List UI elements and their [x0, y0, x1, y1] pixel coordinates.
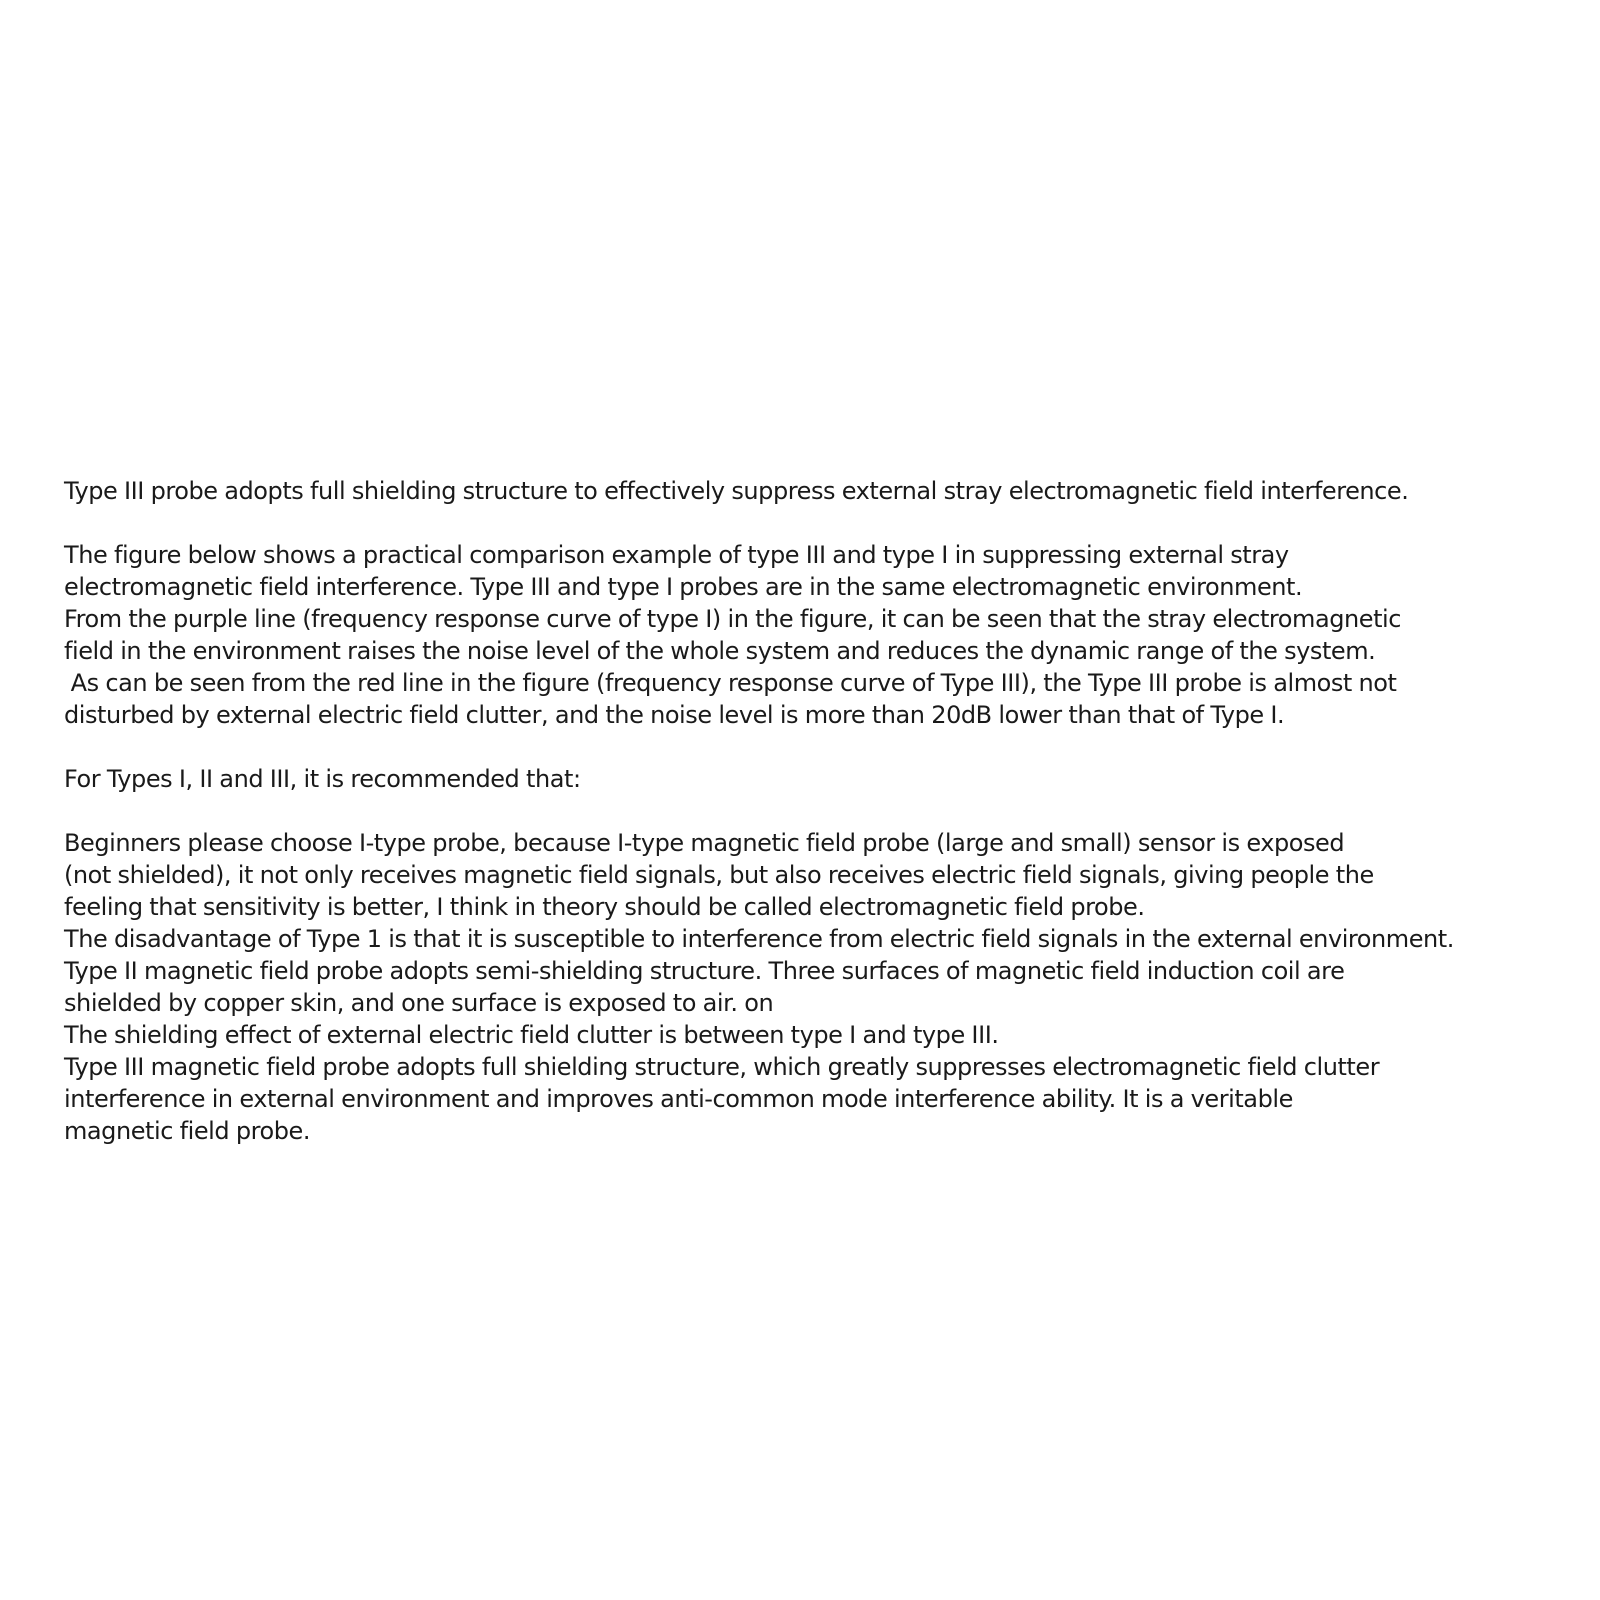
paragraph-gap [64, 731, 1564, 763]
text-line: From the purple line (frequency response curve of type I) in the figure, it can be seen that the stray electromagnetic [64, 605, 1402, 633]
text-line: The figure below shows a practical comparison example of type III and type I in suppressing external stray [64, 541, 1289, 569]
text-line: interference in external environment and improves anti-common mode interference ability. It is a veritable [64, 1085, 1293, 1113]
paragraph-recommendations [64, 827, 1564, 1147]
paragraph-recommendation-heading [64, 763, 1564, 795]
text-line: For Types I, II and III, it is recommended that: [64, 765, 581, 793]
text-line: disturbed by external electric field clutter, and the noise level is more than 20dB lower than that of Type I. [64, 701, 1285, 729]
text-line: The shielding effect of external electric field clutter is between type I and type III. [64, 1021, 999, 1049]
text-line: shielded by copper skin, and one surface is exposed to air. on [64, 989, 774, 1017]
text-line: field in the environment raises the noise level of the whole system and reduces the dynamic range of the system. [64, 637, 1376, 665]
paragraph-comparison [64, 539, 1564, 731]
text-line: magnetic field probe. [64, 1117, 311, 1145]
text-line: Type III probe adopts full shielding structure to effectively suppress external stray electromagnetic field interference. [64, 477, 1409, 505]
paragraph-intro [64, 475, 1564, 507]
text-line: Type II magnetic field probe adopts semi-shielding structure. Three surfaces of magnetic field induction coil are [64, 957, 1345, 985]
text-line: (not shielded), it not only receives magnetic field signals, but also receives electric field signals, giving people the [64, 861, 1374, 889]
text-line: As can be seen from the red line in the figure (frequency response curve of Type III), the Type III probe is almost not [64, 669, 1397, 697]
text-line: Type III magnetic field probe adopts full shielding structure, which greatly suppresses electromagnetic field clutter [64, 1053, 1380, 1081]
paragraph-gap [64, 507, 1564, 539]
text-line: Beginners please choose I-type probe, because I-type magnetic field probe (large and small) sensor is exposed [64, 829, 1345, 857]
text-line: feeling that sensitivity is better, I think in theory should be called electromagnetic field probe. [64, 893, 1145, 921]
document-body [64, 475, 1564, 1147]
paragraph-gap [64, 795, 1564, 827]
text-line: electromagnetic field interference. Type III and type I probes are in the same electromagnetic environment. [64, 573, 1303, 601]
text-line: The disadvantage of Type 1 is that it is susceptible to interference from electric field signals in the external environment. [64, 925, 1454, 953]
